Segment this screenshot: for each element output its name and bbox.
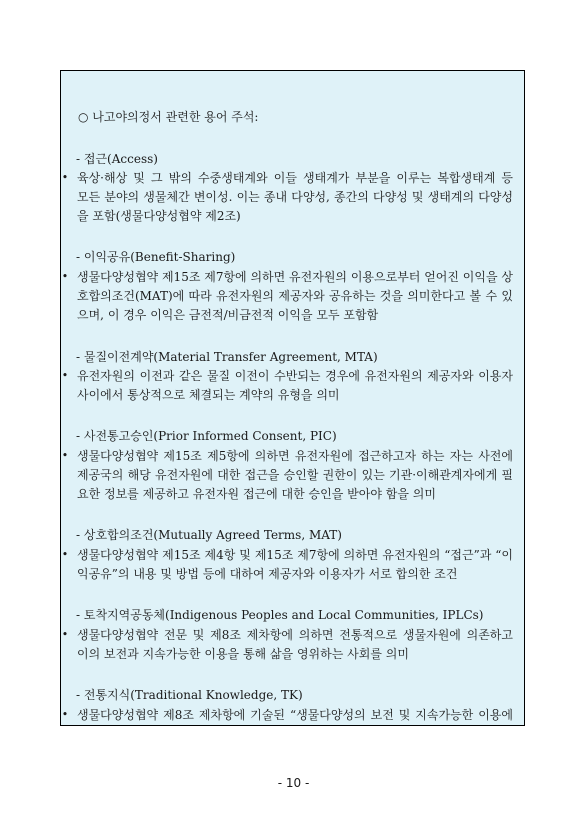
term-line: 사이에서 통상적으로 체결되는 계약의 유형을 의미: [77, 388, 340, 402]
bullet-icon: •: [61, 449, 69, 462]
term-line: 생물다양성협약 제15조 제7항에 의하면 유전자원의 이용으로부터 얻어진 이익을 상: [77, 270, 513, 284]
term-heading-mta: - 물질이전계약(Material Transfer Agreement, MTA): [76, 350, 378, 364]
bullet-icon: •: [61, 628, 69, 641]
section-title: ○ 나고야의정서 관련한 용어 주석:: [78, 110, 259, 124]
term-line: 호합의조건(MAT)에 따라 유전자원의 제공자와 공유하는 것을 의미한다고 볼 수 있: [77, 289, 513, 303]
term-line: 유전자원의 이전과 같은 물질 이전이 수반되는 경우에 유전자원의 제공자와 이용자: [77, 369, 513, 383]
term-heading-iplcs: - 토착지역공동체(Indigenous Peoples and Local Communities, IPLCs): [76, 608, 484, 622]
bullet-icon: •: [61, 708, 69, 721]
term-heading-access: - 접근(Access): [76, 152, 158, 166]
term-line: 생물다양성협약 제8조 제차항에 기술된 “생물다양성의 보전 및 지속가능한 이용에: [77, 708, 513, 722]
bullet-icon: •: [61, 270, 69, 283]
bullet-icon: •: [61, 548, 69, 561]
terms-box: [60, 70, 525, 726]
term-line: 생물다양성협약 제15조 제5항에 의하면 유전자원에 접근하고자 하는 자는 사전에: [77, 449, 513, 463]
term-line: 육상·해상 및 그 밖의 수중생태계와 이들 생태계가 부분을 이루는 복합생태계 등: [77, 171, 513, 185]
term-line: 익공유”의 내용 및 방법 등에 대하여 제공자와 이용자가 서로 합의한 조건: [77, 567, 458, 581]
term-heading-benefit-sharing: - 이익공유(Benefit-Sharing): [76, 250, 236, 264]
term-line: 생물다양성협약 제15조 제4항 및 제15조 제7항에 의하면 유전자원의 “접근”과 “이: [77, 548, 513, 562]
term-heading-tk: - 전통지식(Traditional Knowledge, TK): [76, 688, 303, 702]
term-line: 이의 보전과 지속가능한 이용을 통해 삶을 영위하는 사회를 의미: [77, 647, 409, 661]
page-number: - 10 -: [277, 776, 310, 790]
bullet-icon: •: [61, 369, 69, 382]
term-line: 모든 분야의 생물체간 변이성. 이는 종내 다양성, 종간의 다양성 및 생태계의 다양성: [77, 190, 513, 204]
term-line: 제공국의 해당 유전자원에 대한 접근을 승인할 권한이 있는 기관·이해관계자에게 필: [77, 468, 513, 482]
term-line: 생물다양성협약 전문 및 제8조 제차항에 의하면 전통적으로 생물자원에 의존하고: [77, 628, 513, 642]
term-line: 으며, 이 경우 이익은 금전적/비금전적 이익을 모두 포함함: [77, 308, 379, 322]
term-heading-mat: - 상호합의조건(Mutually Agreed Terms, MAT): [76, 528, 342, 542]
bullet-icon: •: [61, 171, 69, 184]
term-line: 요한 정보를 제공하고 유전자원 접근에 대한 승인을 받아야 함을 의미: [77, 487, 436, 501]
term-line: 을 포함(생물다양성협약 제2조): [77, 209, 241, 223]
term-heading-pic: - 사전통고승인(Prior Informed Consent, PIC): [76, 429, 337, 443]
